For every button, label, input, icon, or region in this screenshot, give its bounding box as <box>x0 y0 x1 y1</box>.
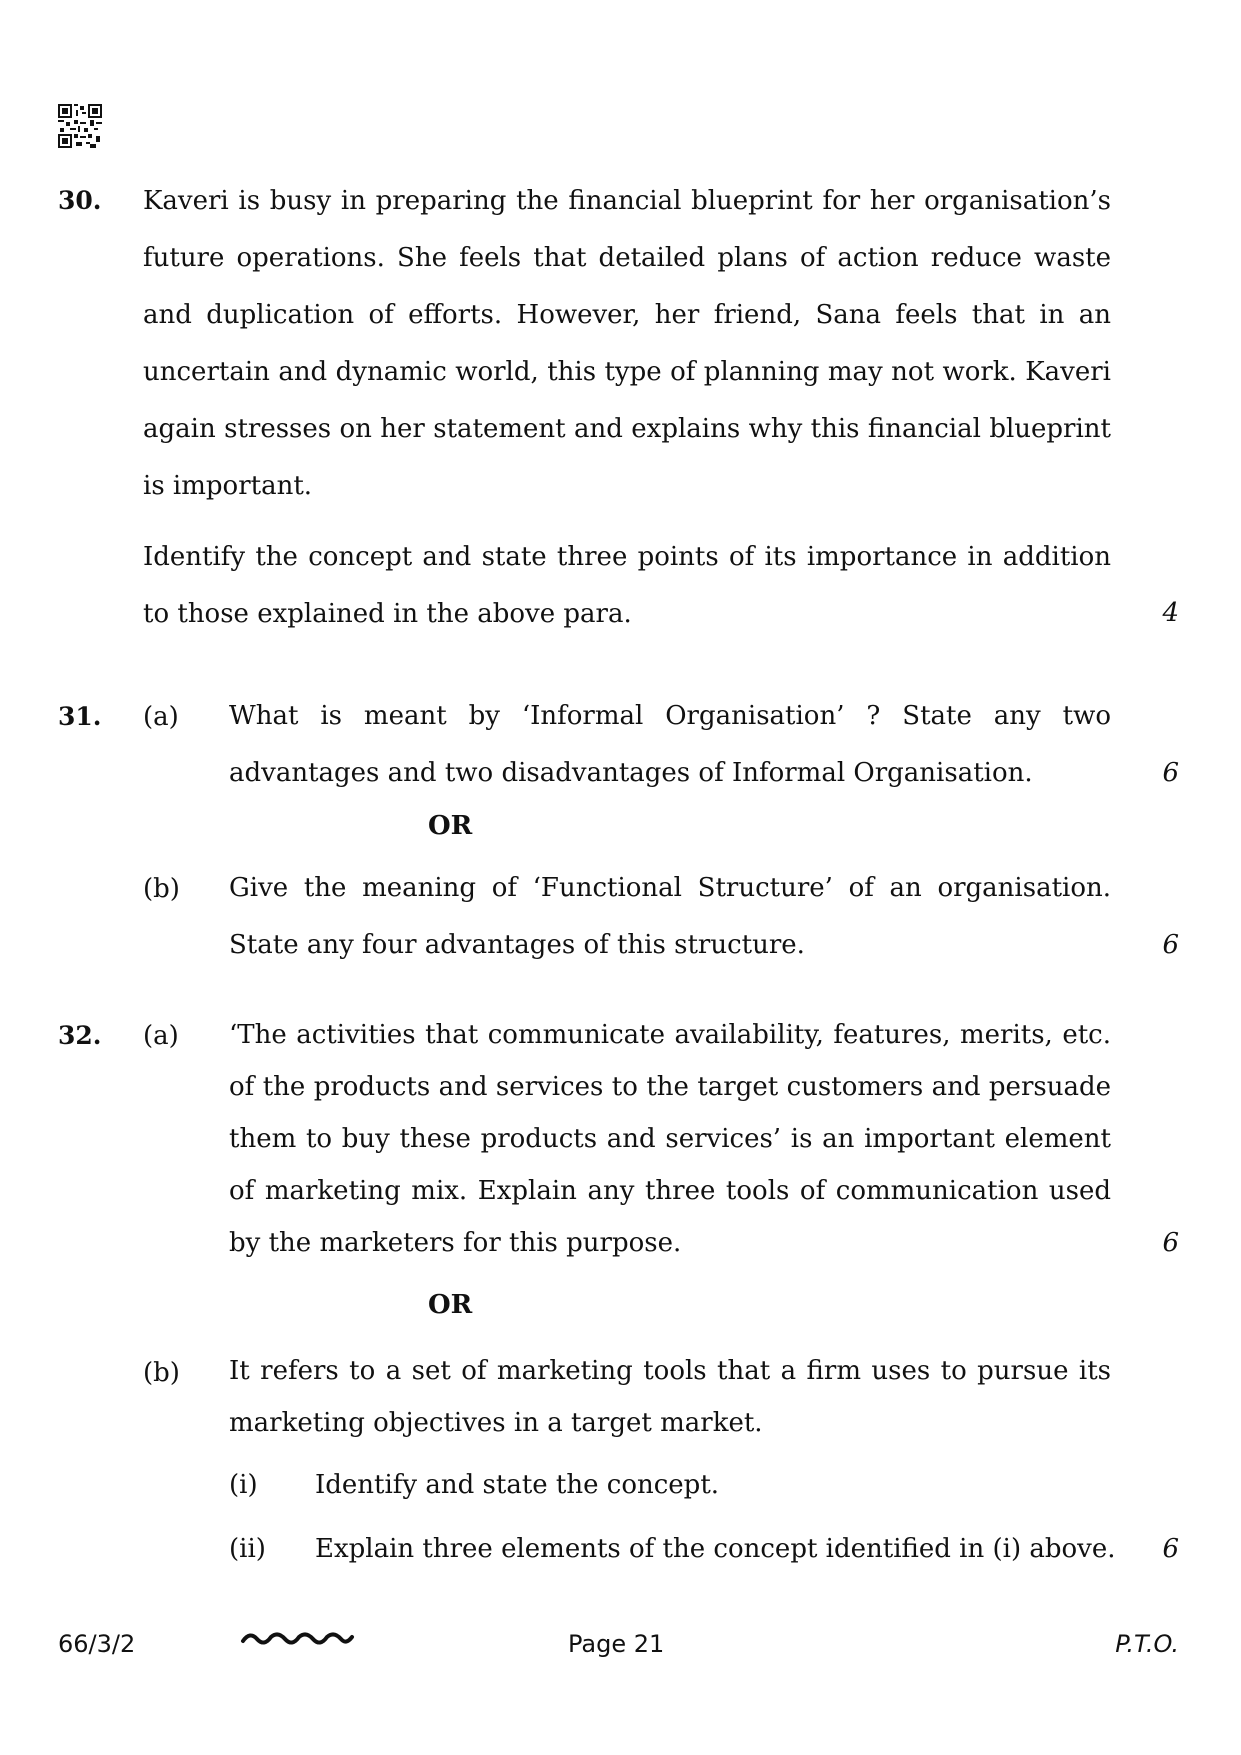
question-31a-label: (a) <box>143 702 179 732</box>
question-32b-sub-ii-label: (ii) <box>229 1534 266 1564</box>
question-32b-sub-i-label: (i) <box>229 1470 258 1500</box>
question-30-paragraph: Kaveri is busy in preparing the financial blueprint for her organisation’s future operations. She feels that detailed plans of action reduce waste and duplication of efforts. However, her friend, Sana feels that in an uncertain and dynamic world, this type of planning may not work. Kaveri again stresses on her statement and explains why this financial blueprint is important. <box>143 186 1111 501</box>
page-number: Page 21 <box>568 1630 665 1658</box>
question-32b-sub-i-text: Identify and state the concept. <box>315 1470 720 1500</box>
wave-ornament-icon <box>240 1625 355 1653</box>
question-30-marks: 4 <box>1162 598 1179 628</box>
question-31-number: 31. <box>58 702 102 731</box>
question-32b-label: (b) <box>143 1358 180 1388</box>
question-31-or: OR <box>428 811 473 841</box>
pto-label: P.T.O. <box>1115 1630 1179 1658</box>
question-32a-label: (a) <box>143 1021 179 1051</box>
question-32a-marks: 6 <box>1162 1228 1179 1258</box>
question-31b-label: (b) <box>143 874 180 904</box>
question-32-number: 32. <box>58 1021 102 1050</box>
question-31b-text: Give the meaning of ‘Functional Structure’ of an organisation. State any four advantages of this structure. <box>229 873 1111 960</box>
paper-code: 66/3/2 <box>58 1630 136 1658</box>
question-32-or: OR <box>428 1290 473 1320</box>
question-32b-text: It refers to a set of marketing tools that a firm uses to pursue its marketing objectives in a target market. <box>229 1356 1111 1438</box>
question-31a-marks: 6 <box>1162 758 1179 788</box>
question-31a-text: What is meant by ‘Informal Organisation’ ? State any two advantages and two disadvantages of Informal Organisation. <box>229 701 1111 788</box>
question-31b-marks: 6 <box>1162 930 1179 960</box>
question-32b-sub-ii-text: Explain three elements of the concept identified in (i) above. <box>315 1534 1116 1564</box>
question-30-instruction: Identify the concept and state three points of its importance in addition to those explained in the above para. <box>143 542 1111 629</box>
question-30-number: 30. <box>58 186 102 215</box>
question-32a-text: ‘The activities that communicate availability, features, merits, etc. of the products and services to the target customers and persuade them to buy these products and services’ is an important element of marketing mix. Explain any three tools of communication used by the marketers for this purpose. <box>229 1020 1111 1258</box>
question-32b-marks: 6 <box>1162 1534 1179 1564</box>
qr-code-icon <box>58 104 102 148</box>
